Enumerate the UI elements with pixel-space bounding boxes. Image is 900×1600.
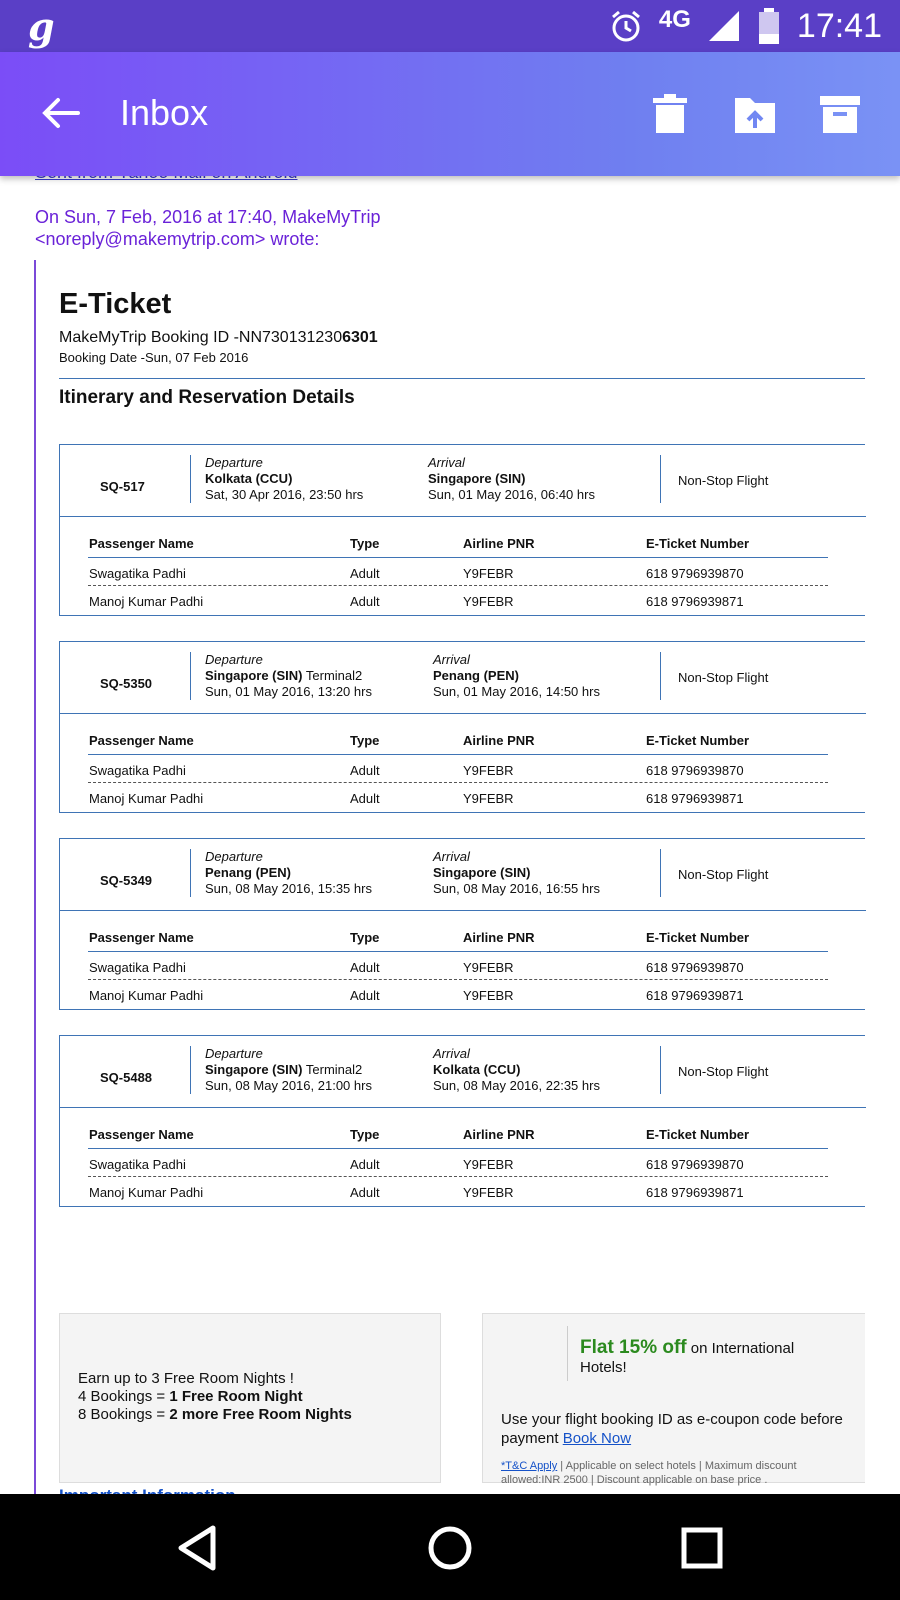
eticket-number: 618 9796939871 (646, 791, 744, 806)
archive-icon[interactable] (815, 88, 865, 138)
nav-recents-icon[interactable] (676, 1522, 728, 1574)
quote-header-line1: On Sun, 7 Feb, 2016 at 17:40, MakeMyTrip (35, 207, 381, 227)
passenger-table (88, 922, 828, 1008)
booking-date: Booking Date -Sun, 07 Feb 2016 (59, 350, 249, 365)
passenger-type: Adult (350, 763, 380, 778)
col-passenger-name: Passenger Name (89, 536, 194, 551)
passenger-name: Swagatika Padhi (89, 566, 186, 581)
promo1-line2-bold: 1 Free Room Night (169, 1388, 303, 1405)
flight-number: SQ-5488 (100, 1070, 153, 1085)
departure-info (205, 652, 372, 700)
eticket-number: 618 9796939870 (646, 566, 744, 581)
col-airline-pnr: Airline PNR (463, 733, 535, 748)
divider (660, 1046, 661, 1094)
col-eticket-number: E-Ticket Number (646, 1127, 750, 1142)
departure-label: Departure (205, 849, 263, 864)
airline-pnr: Y9FEBR (463, 594, 514, 609)
book-now-link[interactable]: Book Now (562, 1430, 632, 1447)
clock: 17:41 (796, 6, 882, 45)
arrival-city: Kolkata (CCU) (433, 1062, 521, 1077)
arrival-time: Sun, 08 May 2016, 16:55 hrs (433, 881, 600, 896)
quote-header-line2: <noreply@makemytrip.com> wrote: (35, 229, 320, 249)
back-arrow-icon[interactable] (36, 88, 86, 138)
departure-city: Kolkata (CCU) (205, 471, 293, 486)
tc-text: | Applicable on select hotels | Maximum discount allowed:INR 2500 | Discount applicable on base price . (501, 1460, 797, 1486)
table-header (88, 1119, 828, 1149)
divider (190, 1046, 191, 1094)
passenger-type: Adult (350, 594, 380, 609)
departure-time: Sun, 01 May 2016, 13:20 hrs (205, 684, 372, 699)
arrival-label: Arrival (433, 652, 470, 667)
passenger-name: Swagatika Padhi (89, 1157, 186, 1172)
quote-bar (34, 260, 36, 1520)
eticket-number: 618 9796939871 (646, 1185, 744, 1200)
passenger-type: Adult (350, 791, 380, 806)
eticket-number: 618 9796939870 (646, 960, 744, 975)
flight-card (59, 641, 865, 813)
itinerary-heading: Itinerary and Reservation Details (59, 387, 355, 408)
departure-info (205, 1046, 372, 1094)
divider (660, 652, 661, 700)
table-row (88, 755, 828, 783)
departure-time: Sun, 08 May 2016, 15:35 hrs (205, 881, 372, 896)
table-header (88, 922, 828, 952)
arrival-city: Singapore (SIN) (433, 865, 531, 880)
arrival-info (433, 1046, 600, 1094)
airline-pnr: Y9FEBR (463, 791, 514, 806)
col-passenger-name: Passenger Name (89, 930, 194, 945)
table-row (88, 783, 828, 811)
table-row (88, 980, 828, 1008)
passenger-name: Manoj Kumar Padhi (89, 988, 204, 1003)
airline-pnr: Y9FEBR (463, 566, 514, 581)
arrival-time: Sun, 08 May 2016, 22:35 hrs (433, 1078, 600, 1093)
eticket-number: 618 9796939871 (646, 988, 744, 1003)
flight-header (60, 839, 866, 911)
departure-city: Penang (PEN) (205, 865, 291, 880)
col-airline-pnr: Airline PNR (463, 536, 535, 551)
arrival-city: Singapore (SIN) (428, 471, 526, 486)
navigation-bar (0, 1494, 900, 1600)
passenger-table (88, 1119, 828, 1205)
flight-stops: Non-Stop Flight (678, 1064, 769, 1079)
passenger-name: Manoj Kumar Padhi (89, 594, 204, 609)
table-header (88, 528, 828, 558)
col-eticket-number: E-Ticket Number (646, 733, 750, 748)
promo2-use-text: Use your flight booking ID as e-coupon code before payment (501, 1411, 843, 1447)
flight-number: SQ-5350 (100, 676, 153, 691)
departure-time: Sun, 08 May 2016, 21:00 hrs (205, 1078, 372, 1093)
table-row (88, 1149, 828, 1177)
arrival-label: Arrival (433, 849, 470, 864)
passenger-name: Manoj Kumar Padhi (89, 1185, 204, 1200)
divider (660, 455, 661, 503)
passenger-type: Adult (350, 1185, 380, 1200)
eticket-number: 618 9796939871 (646, 594, 744, 609)
passenger-name: Swagatika Padhi (89, 960, 186, 975)
quote-header (35, 206, 381, 250)
passenger-table (88, 528, 828, 614)
col-type: Type (350, 536, 380, 551)
app-bar (0, 52, 900, 176)
passenger-type: Adult (350, 988, 380, 1003)
promo2-divider (567, 1326, 568, 1381)
col-passenger-name: Passenger Name (89, 1127, 194, 1142)
move-to-folder-icon[interactable] (730, 88, 780, 138)
col-type: Type (350, 733, 380, 748)
passenger-type: Adult (350, 566, 380, 581)
promo2-flat-rest: on International Hotels! (580, 1340, 795, 1376)
signal-icon (707, 9, 741, 43)
passenger-name: Manoj Kumar Padhi (89, 791, 204, 806)
promo1-line2-prefix: 4 Bookings = (78, 1388, 170, 1405)
eticket-number: 618 9796939870 (646, 763, 744, 778)
booking-id-prefix: MakeMyTrip Booking ID -NN730131230 (59, 329, 343, 346)
flight-header (60, 1036, 866, 1108)
booking-id-suffix: 6301 (342, 329, 378, 346)
flight-number: SQ-5349 (100, 873, 153, 888)
departure-city: Singapore (SIN) (205, 1062, 303, 1077)
arrival-info (428, 455, 595, 503)
airline-pnr: Y9FEBR (463, 1185, 514, 1200)
divider (59, 378, 865, 379)
tc-apply-link[interactable]: *T&C Apply (501, 1460, 558, 1472)
airline-pnr: Y9FEBR (463, 960, 514, 975)
network-type: 4G (658, 6, 691, 33)
departure-info (205, 455, 363, 503)
nav-home-icon[interactable] (424, 1522, 476, 1574)
col-type: Type (350, 1127, 380, 1142)
battery-icon (757, 7, 781, 45)
promo-free-room-nights[interactable] (59, 1313, 441, 1483)
departure-label: Departure (205, 1046, 263, 1061)
booking-id (59, 329, 378, 347)
flight-stops: Non-Stop Flight (678, 670, 769, 685)
table-row (88, 586, 828, 614)
departure-label: Departure (205, 455, 263, 470)
airline-pnr: Y9FEBR (463, 988, 514, 1003)
flight-card (59, 1035, 865, 1207)
passenger-type: Adult (350, 960, 380, 975)
arrival-info (433, 652, 600, 700)
promo1-line3-bold: 2 more Free Room Nights (169, 1406, 352, 1423)
divider (190, 455, 191, 503)
flight-number: SQ-517 (100, 479, 145, 494)
flight-card (59, 838, 865, 1010)
passenger-type: Adult (350, 1157, 380, 1172)
departure-label: Departure (205, 652, 263, 667)
col-eticket-number: E-Ticket Number (646, 536, 750, 551)
eticket-number: 618 9796939870 (646, 1157, 744, 1172)
status-bar (0, 0, 900, 52)
arrival-time: Sun, 01 May 2016, 14:50 hrs (433, 684, 600, 699)
eticket-title: E-Ticket (59, 288, 172, 320)
divider (190, 652, 191, 700)
table-row (88, 1177, 828, 1205)
table-header (88, 725, 828, 755)
promo1-line1: Earn up to 3 Free Room Nights ! (78, 1370, 294, 1387)
departure-city: Singapore (SIN) (205, 668, 303, 683)
col-eticket-number: E-Ticket Number (646, 930, 750, 945)
arrival-label: Arrival (428, 455, 465, 470)
flight-stops: Non-Stop Flight (678, 473, 769, 488)
alarm-icon (609, 9, 643, 43)
divider (660, 849, 661, 897)
flight-header (60, 445, 866, 517)
email-body[interactable] (0, 176, 900, 1494)
airline-pnr: Y9FEBR (463, 1157, 514, 1172)
flight-header (60, 642, 866, 714)
arrival-city: Penang (PEN) (433, 668, 519, 683)
table-row (88, 952, 828, 980)
table-row (88, 558, 828, 586)
col-airline-pnr: Airline PNR (463, 1127, 535, 1142)
promo1-line3-prefix: 8 Bookings = (78, 1406, 170, 1423)
arrival-label: Arrival (433, 1046, 470, 1061)
col-airline-pnr: Airline PNR (463, 930, 535, 945)
col-type: Type (350, 930, 380, 945)
page-title: Inbox (120, 92, 209, 133)
departure-terminal: Terminal2 (302, 668, 363, 683)
flight-stops: Non-Stop Flight (678, 867, 769, 882)
departure-terminal: Terminal2 (302, 1062, 363, 1077)
arrival-info (433, 849, 600, 897)
goibibo-logo-icon: g (28, 4, 55, 49)
departure-time: Sat, 30 Apr 2016, 23:50 hrs (205, 487, 364, 502)
airline-pnr: Y9FEBR (463, 763, 514, 778)
col-passenger-name: Passenger Name (89, 733, 194, 748)
promo2-flat-offer: Flat 15% off (580, 1337, 687, 1358)
passenger-name: Swagatika Padhi (89, 763, 186, 778)
departure-info (205, 849, 372, 897)
promo-international-hotels[interactable] (482, 1313, 865, 1486)
flight-card (59, 444, 865, 616)
nav-back-icon[interactable] (173, 1522, 225, 1574)
passenger-table (88, 725, 828, 811)
delete-icon[interactable] (645, 88, 695, 138)
divider (190, 849, 191, 897)
arrival-time: Sun, 01 May 2016, 06:40 hrs (428, 487, 595, 502)
